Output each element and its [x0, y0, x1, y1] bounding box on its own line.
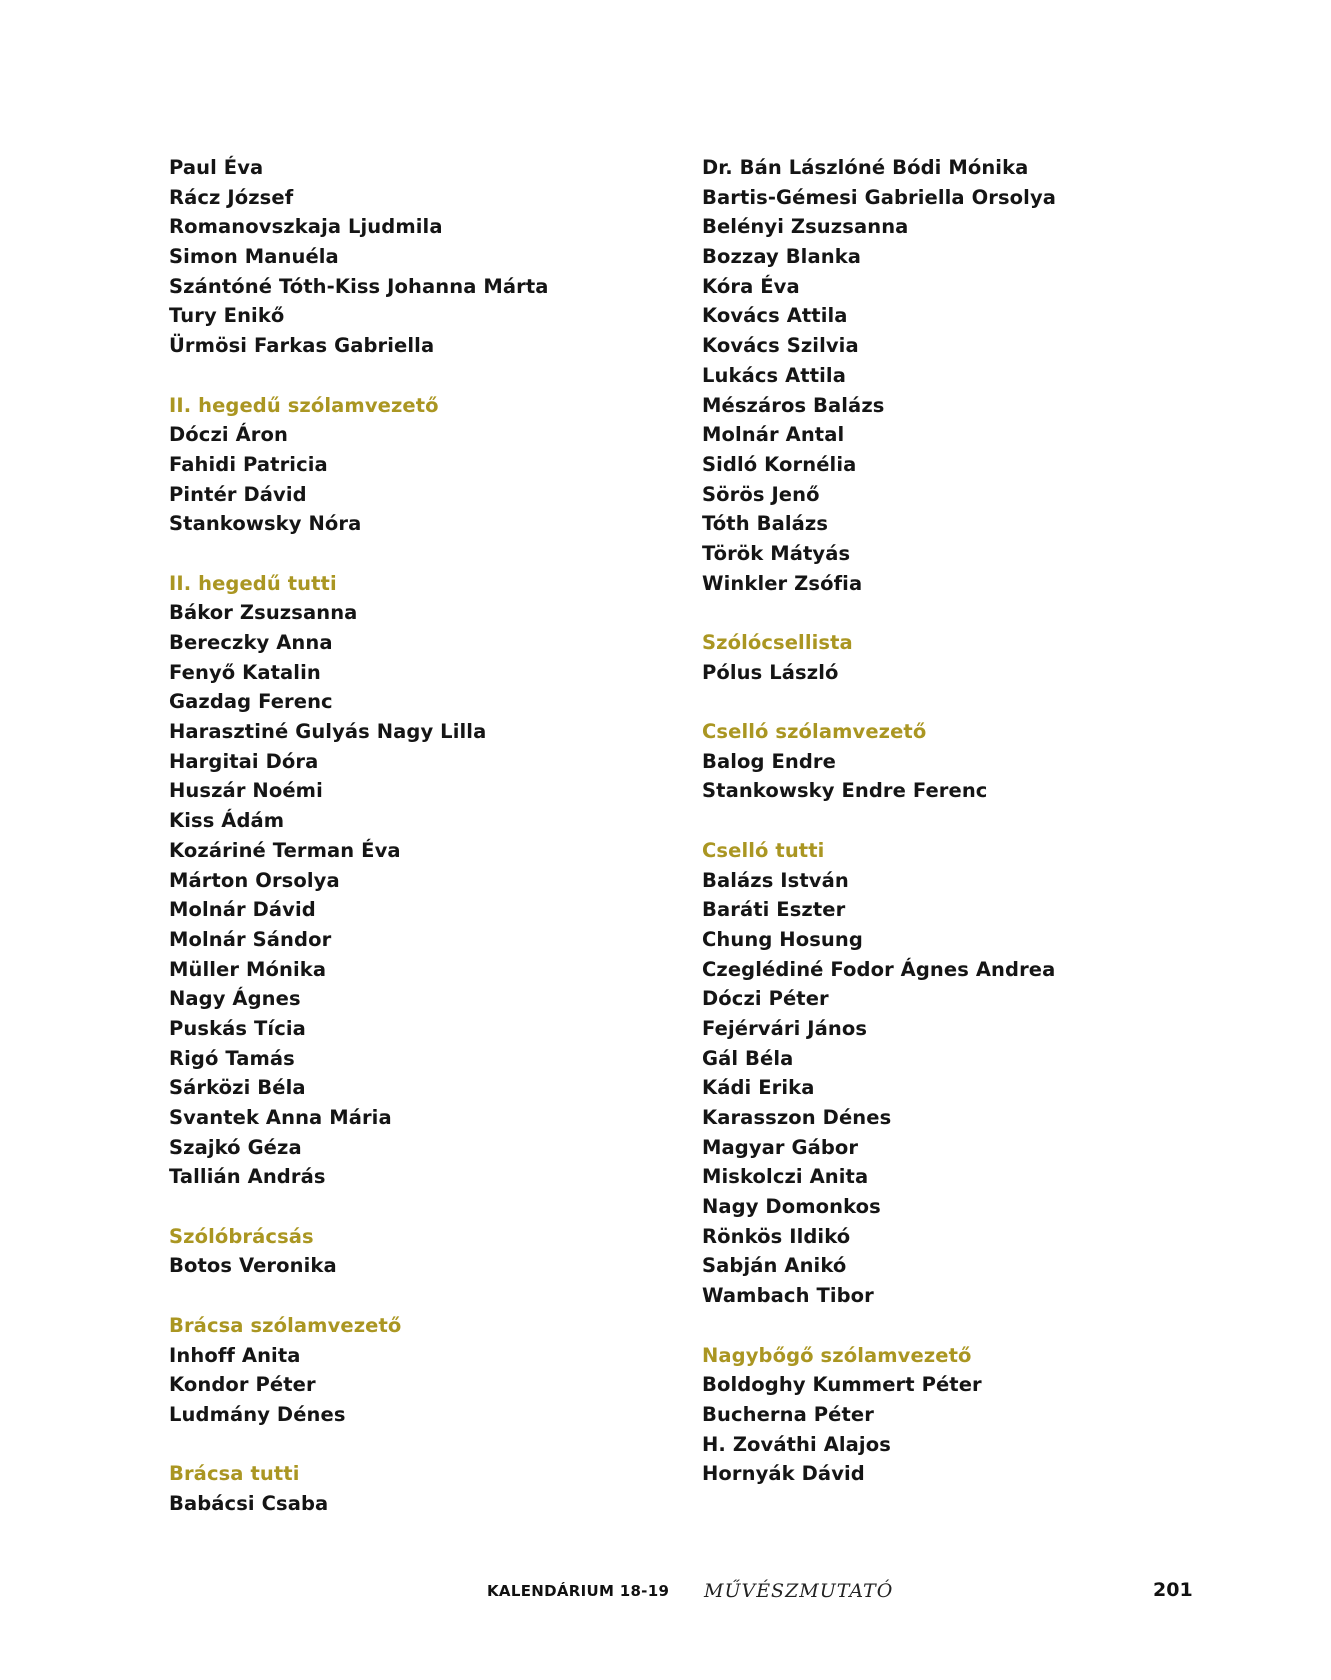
section-gap	[169, 539, 689, 569]
member-name: Sörös Jenő	[702, 482, 820, 506]
member-name: H. Zováthi Alajos	[702, 1432, 891, 1456]
member-name: Ludmány Dénes	[169, 1402, 346, 1426]
member-name: Puskás Tícia	[169, 1016, 306, 1040]
member-name: Mészáros Balázs	[702, 393, 885, 417]
section-heading: II. hegedű szólamvezető	[169, 393, 439, 417]
member-name: Dr. Bán Lászlóné Bódi Mónika	[702, 156, 1029, 179]
member-name: Bákor Zsuzsanna	[169, 601, 358, 625]
member-name: Balog Endre	[702, 749, 836, 773]
section-heading: II. hegedű tutti	[169, 571, 337, 595]
right-column	[702, 153, 1222, 1489]
member-name: Kozáriné Terman Éva	[169, 838, 401, 862]
member-name: Gazdag Ferenc	[169, 690, 333, 714]
member-name: Tóth Balázs	[702, 512, 829, 536]
member-name: Fenyő Katalin	[169, 660, 321, 684]
member-name: Lukács Attila	[702, 363, 846, 387]
member-name: Huszár Noémi	[169, 779, 323, 803]
member-name: Kovács Szilvia	[702, 334, 859, 358]
section-gap	[169, 1281, 689, 1311]
member-name: Kovács Attila	[702, 304, 848, 328]
member-name: Pintér Dávid	[169, 482, 307, 506]
member-name: Tury Enikő	[169, 304, 285, 328]
section-gap	[169, 1430, 689, 1460]
member-name: Czeglédiné Fodor Ágnes Andrea	[702, 957, 1056, 981]
member-name: Nagy Ágnes	[169, 987, 301, 1011]
member-name: Inhoff Anita	[169, 1343, 301, 1367]
member-name: Babácsi Csaba	[169, 1491, 329, 1515]
member-name: Sidló Kornélia	[702, 452, 857, 476]
member-name: Kádi Erika	[702, 1076, 815, 1100]
section-gap	[169, 361, 689, 391]
member-name: Harasztiné Gulyás Nagy Lilla	[169, 720, 487, 744]
member-name: Boldoghy Kummert Péter	[702, 1373, 982, 1397]
section-heading: Nagybőgő szólamvezető	[702, 1343, 972, 1367]
member-name: Stankowsky Endre Ferenc	[702, 779, 988, 803]
left-column	[169, 153, 689, 1519]
member-name: Fejérvári János	[702, 1016, 868, 1040]
section-heading: Cselló szólamvezető	[702, 720, 927, 744]
footer-brand: KALENDÁRIUM 18-19	[487, 1582, 670, 1600]
member-name: Wambach Tibor	[702, 1284, 874, 1308]
member-name: Molnár Dávid	[169, 898, 316, 922]
member-name: Botos Veronika	[169, 1254, 337, 1278]
member-name: Pólus László	[702, 660, 839, 684]
section-gap	[702, 598, 1222, 628]
section-heading: Brácsa tutti	[169, 1462, 300, 1486]
member-name: Hornyák Dávid	[702, 1462, 865, 1486]
member-name: Hargitai Dóra	[169, 749, 319, 773]
member-name: Dóczi Áron	[169, 423, 288, 447]
member-name: Rácz József	[169, 185, 294, 209]
section-gap	[702, 1311, 1222, 1341]
member-name: Fahidi Patricia	[169, 452, 328, 476]
member-name: Molnár Antal	[702, 423, 845, 447]
member-name: Baráti Eszter	[702, 898, 846, 922]
member-name: Bereczky Anna	[169, 631, 333, 654]
member-name: Molnár Sándor	[169, 927, 332, 951]
member-name: Svantek Anna Mária	[169, 1106, 392, 1129]
page-number: 201	[1153, 1579, 1193, 1601]
member-name: Romanovszkaja Ljudmila	[169, 215, 443, 239]
member-name: Belényi Zsuzsanna	[702, 215, 909, 239]
section-gap	[702, 806, 1222, 836]
page-footer	[0, 1578, 1331, 1608]
member-name: Dóczi Péter	[702, 987, 829, 1011]
section-gap	[169, 1192, 689, 1222]
section-heading: Szólócsellista	[702, 631, 853, 654]
member-name: Rigó Tamás	[169, 1046, 295, 1070]
member-name: Török Mátyás	[702, 541, 851, 565]
section-heading: Cselló tutti	[702, 838, 825, 862]
member-name: Karasszon Dénes	[702, 1106, 892, 1129]
member-name: Winkler Zsófia	[702, 571, 863, 595]
member-name: Ürmösi Farkas Gabriella	[169, 334, 435, 358]
member-name: Miskolczi Anita	[702, 1165, 869, 1189]
member-name: Bartis-Gémesi Gabriella Orsolya	[702, 185, 1057, 209]
member-name: Simon Manuéla	[169, 245, 339, 269]
member-name: Stankowsky Nóra	[169, 512, 362, 536]
member-name: Kiss Ádám	[169, 809, 285, 833]
member-name: Márton Orsolya	[169, 868, 340, 892]
member-name: Balázs István	[702, 868, 849, 892]
section-heading: Brácsa szólamvezető	[169, 1313, 402, 1337]
member-name: Sabján Anikó	[702, 1254, 847, 1278]
member-name: Gál Béla	[702, 1046, 794, 1070]
member-name: Müller Mónika	[169, 957, 327, 981]
member-name: Chung Hosung	[702, 927, 863, 951]
member-name: Szántóné Tóth-Kiss Johanna Márta	[169, 274, 549, 298]
member-name: Magyar Gábor	[702, 1135, 859, 1159]
member-name: Kóra Éva	[702, 274, 800, 298]
member-name: Nagy Domonkos	[702, 1195, 881, 1219]
section-heading: Szólóbrácsás	[169, 1224, 314, 1248]
footer-section-title: MŰVÉSZMUTATÓ	[704, 1580, 894, 1602]
member-name: Tallián András	[169, 1165, 326, 1189]
member-name: Szajkó Géza	[169, 1135, 302, 1159]
member-name: Paul Éva	[169, 156, 264, 179]
member-name: Bozzay Blanka	[702, 245, 862, 269]
member-name: Rönkös Ildikó	[702, 1224, 851, 1248]
member-name: Kondor Péter	[169, 1373, 316, 1397]
member-name: Sárközi Béla	[169, 1076, 306, 1100]
section-gap	[702, 687, 1222, 717]
member-name: Bucherna Péter	[702, 1402, 874, 1426]
